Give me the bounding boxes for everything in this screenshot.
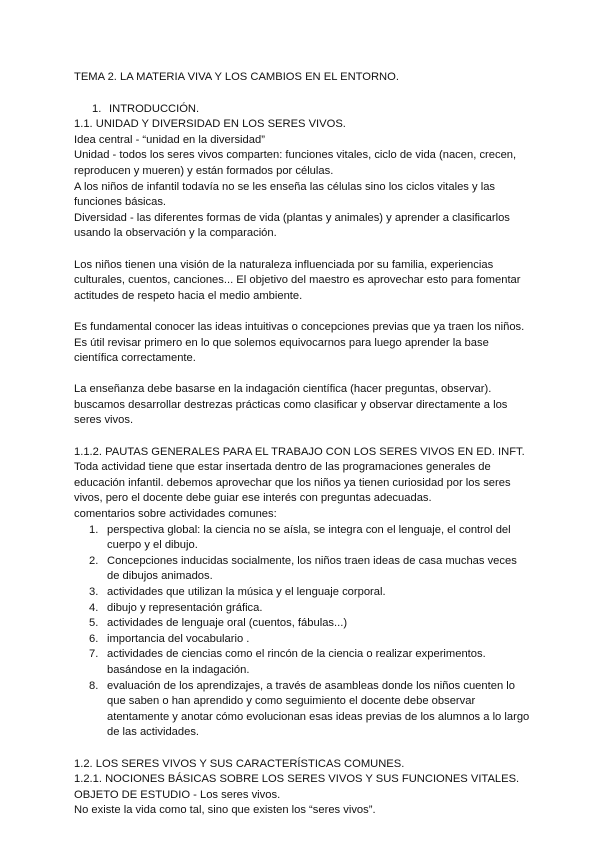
list-text: dibujo y representación gráfica. bbox=[107, 601, 263, 614]
list-item bbox=[74, 585, 530, 601]
paragraph: Unidad - todos los seres vivos comparten: funciones vitales, ciclo de vida (nacen, crecen, reproducen y mueren) y están formados por células. bbox=[74, 149, 517, 177]
paragraph: Diversidad - las diferentes formas de vida (plantas y animales) y aprender a clasificarlos usando la observación y la comparación. bbox=[74, 211, 510, 240]
section-heading-1-2-1: 1.2.1. NOCIONES BÁSICAS SOBRE LOS SERES VIVOS Y SUS FUNCIONES VITALES. bbox=[74, 773, 520, 786]
intro-text: INTRODUCCIÓN. bbox=[109, 102, 200, 115]
paragraph: Toda actividad tiene que estar insertada dentro de las programaciones generales de educación infantil. debemos aprovechar que los niños ya tienen curiosidad por los seres vivos, pero el docente debe guiar ese interés con preguntas adecuadas. bbox=[74, 461, 511, 505]
list-text: importancia del vocabulario . bbox=[107, 632, 250, 645]
activities-list bbox=[74, 523, 530, 741]
list-text: perspectiva global: la ciencia no se aísla, se integra con el lenguaje, el control del cuerpo y el dibujo. bbox=[107, 523, 511, 552]
list-intro: comentarios sobre actividades comunes: bbox=[74, 508, 277, 521]
list-number: 6. bbox=[89, 632, 99, 645]
paragraph: No existe la vida como tal, sino que existen los “seres vivos”. bbox=[74, 804, 376, 817]
list-item bbox=[74, 632, 530, 648]
list-text: actividades de ciencias como el rincón de la ciencia o realizar experimentos. basándose en la indagación. bbox=[107, 648, 486, 676]
list-number: 7. bbox=[89, 648, 99, 661]
list-item bbox=[74, 647, 530, 678]
list-item bbox=[74, 554, 530, 585]
paragraph: Idea central - “unidad en la diversidad” bbox=[74, 133, 265, 146]
list-number: 8. bbox=[89, 679, 99, 692]
list-number: 1. bbox=[89, 523, 99, 536]
list-number: 3. bbox=[89, 586, 99, 598]
list-number: 5. bbox=[89, 617, 99, 630]
paragraph: Es fundamental conocer las ideas intuitivas o concepciones previas que ya traen los niños. Es útil revisar primero en lo que solemos equivocarnos para luego aprender la base científica correctamente. bbox=[74, 320, 525, 365]
list-text: actividades que utilizan la música y el lenguaje corporal. bbox=[107, 586, 386, 598]
intro-heading bbox=[74, 102, 530, 118]
list-text: Concepciones inducidas socialmente, los niños traen ideas de casa muchas veces de dibujos animados. bbox=[107, 554, 517, 583]
intro-number: 1. bbox=[92, 102, 102, 115]
paragraph: buscamos desarrollar destrezas prácticas como clasificar y observar directamente a los seres vivos. bbox=[74, 398, 508, 427]
paragraph: A los niños de infantil todavía no se les enseña las células sino los ciclos vitales y las funciones básicas. bbox=[74, 180, 496, 209]
list-text: actividades de lenguaje oral (cuentos, fábulas...) bbox=[107, 617, 348, 630]
section-heading-1-1-2: 1.1.2. PAUTAS GENERALES PARA EL TRABAJO CON LOS SERES VIVOS EN ED. INFT. bbox=[74, 445, 525, 458]
document-body bbox=[74, 70, 530, 819]
list-item bbox=[74, 616, 530, 632]
section-heading-1-1: 1.1. UNIDAD Y DIVERSIDAD EN LOS SERES VIVOS. bbox=[74, 118, 346, 131]
paragraph: La enseñanza debe basarse en la indagación científica (hacer preguntas, observar). bbox=[74, 383, 492, 396]
list-text: evaluación de los aprendizajes, a través de asambleas donde los niños cuenten lo que saben o han aprendido y como seguimiento el docente debe observar atentamente y anotar cómo evolucionan esas ideas previas de los alumnos a lo largo de las actividades. bbox=[107, 679, 530, 739]
document-title: TEMA 2. LA MATERIA VIVA Y LOS CAMBIOS EN EL ENTORNO. bbox=[74, 71, 399, 83]
paragraph: Los niños tienen una visión de la naturaleza influenciada por su familia, experiencias culturales, cuentos, canciones... El objetivo del maestro es aprovechar esto para fomentar actitudes de respeto hacia el medio ambiente. bbox=[74, 258, 521, 302]
list-number: 4. bbox=[89, 601, 99, 614]
list-item bbox=[74, 523, 530, 554]
section-heading-1-2: 1.2. LOS SERES VIVOS Y SUS CARACTERÍSTICAS COMUNES. bbox=[74, 757, 405, 770]
list-item bbox=[74, 601, 530, 617]
list-item bbox=[74, 679, 530, 741]
paragraph: OBJETO DE ESTUDIO - Los seres vivos. bbox=[74, 788, 281, 801]
list-number: 2. bbox=[89, 554, 99, 567]
